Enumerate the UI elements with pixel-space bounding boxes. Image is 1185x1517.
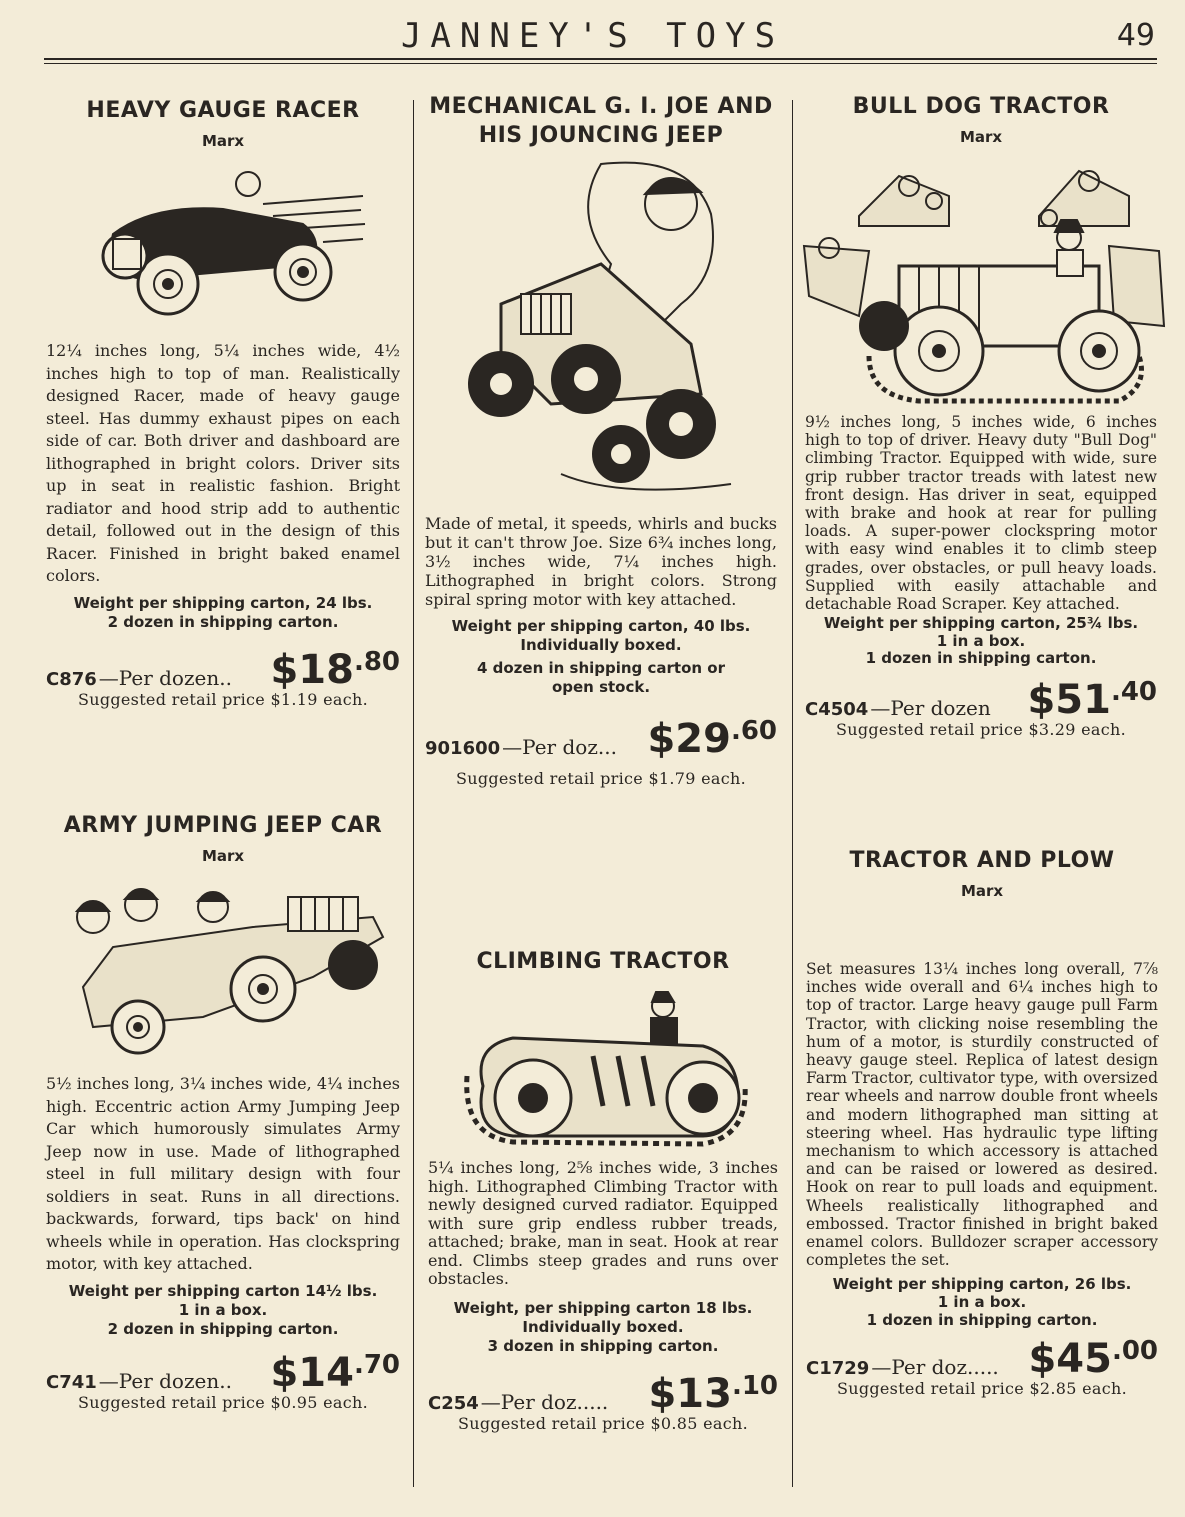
- price-row: [46, 642, 400, 693]
- shipping-info: [46, 594, 400, 632]
- product-climbing-tractor: [428, 947, 778, 1433]
- price-unit: —Per dozen..: [98, 1368, 232, 1393]
- price-row: [425, 711, 777, 762]
- product-code: C254: [428, 1392, 479, 1414]
- price-cents: .10: [731, 1370, 778, 1401]
- shipping-quantity: 2 dozen in shipping carton.: [107, 1319, 339, 1338]
- product-description: 9½ inches long, 5 inches wide, 6 inches high to top of driver. Heavy duty "Bull Dog" climbing Tractor. Equipped with wide, sure grip rubber tractor treads with latest new front design. Has driver in seat, equipped with brake and hook at rear for pulling loads. A super-power clockspring motor with easy wind enables it to climb steep grades, over obstacles, or pull heavy loads. Supplied with easily attachable and detachable Road Scraper. Key attached.: [805, 413, 1157, 614]
- price-unit: —Per doz...: [502, 735, 617, 759]
- shipping-quantity: 2 dozen in shipping carton.: [107, 612, 339, 631]
- shipping-weight: Weight per shipping carton 14½ lbs.: [68, 1281, 378, 1300]
- price-cents: .40: [1110, 676, 1157, 707]
- product-brand: Marx: [201, 132, 245, 150]
- price: [1028, 1331, 1158, 1383]
- shipping-weight: Weight per shipping carton, 25¾ lbs.: [823, 614, 1139, 633]
- climbing-tractor-illustration: [453, 986, 753, 1151]
- price: [270, 642, 400, 693]
- retail-price: Suggested retail price $3.29 each.: [835, 719, 1127, 739]
- jeep-soldiers-illustration: [53, 877, 393, 1067]
- price-row: [805, 672, 1157, 723]
- product-brand: Marx: [959, 128, 1003, 146]
- price-cents: .00: [1111, 1336, 1158, 1367]
- product-description: 5½ inches long, 3¼ inches wide, 4¼ inches high. Eccentric action Army Jumping Jeep Car which humorously simulates Army Jeep now in use. Made of lithographed steel in full military design with four soldiers in seat. Runs in all directions. backwards, forward, tips back' on hind wheels while in operation. Has clockspring motor, with key attached.: [46, 1074, 400, 1273]
- product-gi-joe-jeep: [425, 92, 777, 788]
- product-code: C741: [46, 1371, 97, 1393]
- shipping-stock: open stock.: [551, 678, 651, 696]
- price-row: [806, 1331, 1158, 1383]
- price-dollars: $51: [1027, 676, 1111, 723]
- shipping-quantity: 1 dozen in shipping carton.: [865, 649, 1097, 668]
- shipping-weight: Weight per shipping carton, 26 lbs.: [832, 1275, 1132, 1294]
- shipping-info: [806, 1275, 1158, 1329]
- shipping-packing: Individually boxed.: [520, 636, 682, 654]
- price-dollars: $18: [270, 646, 354, 693]
- product-title: BULL DOG TRACTOR: [852, 94, 1110, 119]
- shipping-weight: Weight per shipping carton, 40 lbs.: [451, 617, 751, 635]
- product-code: C4504: [805, 698, 869, 720]
- shipping-packing: 1 in a box.: [936, 631, 1026, 650]
- page-number: 49: [1116, 18, 1155, 53]
- price-cents: .80: [353, 646, 400, 677]
- retail-price: Suggested retail price $2.85 each.: [836, 1379, 1128, 1399]
- price-unit: —Per doz.....: [871, 1355, 999, 1380]
- racer-car-illustration: [73, 164, 373, 324]
- price: [270, 1345, 400, 1396]
- product-title: CLIMBING TRACTOR: [476, 949, 730, 974]
- price-dollars: $45: [1028, 1336, 1112, 1383]
- product-heavy-gauge-racer: [46, 96, 400, 709]
- price-unit: —Per dozen: [870, 695, 991, 720]
- product-tractor-and-plow: [806, 846, 1158, 1398]
- price-dollars: $13: [648, 1370, 732, 1417]
- product-title: ARMY JUMPING JEEP CAR: [63, 813, 383, 838]
- bull-dog-tractor-illustration: [799, 156, 1169, 411]
- page-title: JANNEY'S TOYS: [400, 16, 785, 56]
- product-army-jumping-jeep: [46, 811, 400, 1412]
- product-description: Set measures 13¼ inches long overall, 7⅞ inches wide overall and 6¼ inches high to top of tractor. Large heavy gauge pull Farm Tractor, with clicking noise resembling the hum of a motor, is sturdily constructed of heavy gauge steel. Replica of latest design Farm Tractor, cultivator type, with oversized rear wheels and narrow double front wheels and modern lithographed man sitting at steering wheel. Has hydraulic type lifting mechanism to which accessory is attached and can be raised or lowered as desired. Hook on rear to pull loads and equipment. Wheels realistically lithographed and embossed. Tractor finished in bright baked enamel colors. Bulldozer scraper accessory completes the set.: [806, 960, 1158, 1270]
- product-code: 901600: [425, 738, 501, 759]
- header-rule: [44, 58, 1157, 60]
- shipping-info: [428, 1299, 778, 1356]
- shipping-packing: 1 in a box.: [178, 1300, 268, 1319]
- price: [1027, 672, 1157, 723]
- shipping-info: [425, 617, 777, 697]
- price-cents: .70: [353, 1349, 400, 1380]
- shipping-info: [46, 1282, 400, 1339]
- retail-price: Suggested retail price $0.85 each.: [457, 1413, 749, 1433]
- shipping-packing: Individually boxed.: [522, 1317, 684, 1336]
- retail-price: Suggested retail price $1.79 each.: [455, 769, 747, 788]
- shipping-quantity: 4 dozen in shipping carton or: [476, 659, 726, 677]
- header-rule-thin: [44, 63, 1157, 64]
- shipping-weight: Weight per shipping carton, 24 lbs.: [73, 593, 373, 612]
- product-description: 12¼ inches long, 5¼ inches wide, 4½ inches high to top of man. Realistically designed Racer, made of heavy gauge steel. Has dummy exhaust pipes on each side of car. Both driver and dashboard are lithographed in bright colors. Driver sits up in seat in realistic fashion. Bright radiator and hood strip add to authentic detail, followed out in the design of this Racer. Finished in bright baked enamel colors.: [46, 341, 400, 585]
- price-row: [428, 1366, 778, 1417]
- shipping-info: [805, 615, 1157, 668]
- gi-joe-jeep-illustration: [461, 154, 741, 504]
- column-divider-1: [413, 100, 414, 1487]
- product-title: HEAVY GAUGE RACER: [86, 98, 360, 123]
- price-dollars: $14: [270, 1349, 354, 1396]
- product-code: C876: [46, 668, 97, 690]
- price-row: [46, 1345, 400, 1396]
- price-cents: .60: [730, 716, 777, 746]
- price-dollars: $29: [647, 716, 731, 762]
- product-bull-dog-tractor: [805, 92, 1157, 739]
- product-title: MECHANICAL G. I. JOE AND HIS JOUNCING JEEP: [429, 94, 773, 148]
- shipping-weight: Weight, per shipping carton 18 lbs.: [453, 1298, 753, 1317]
- price-unit: —Per doz.....: [480, 1389, 609, 1414]
- product-description: 5¼ inches long, 2⅝ inches wide, 3 inches high. Lithographed Climbing Tractor with newly designed curved radiator. Equipped with sure grip endless rubber treads, attached; brake, man in seat. Hook at rear end. Climbs steep grades and runs over obstacles.: [428, 1158, 778, 1288]
- price: [647, 711, 777, 762]
- product-brand: Marx: [201, 847, 245, 865]
- shipping-quantity: 3 dozen in shipping carton.: [487, 1336, 719, 1355]
- shipping-quantity: 1 dozen in shipping carton.: [866, 1311, 1098, 1330]
- price-unit: —Per dozen..: [98, 665, 232, 690]
- product-title: TRACTOR AND PLOW: [849, 848, 1115, 873]
- shipping-packing: 1 in a box.: [937, 1293, 1027, 1312]
- product-description: Made of metal, it speeds, whirls and bucks but it can't throw Joe. Size 6¾ inches long, 3½ inches wide, 7¼ inches high. Lithographed in bright colors. Strong spiral spring motor with key attached.: [425, 514, 777, 609]
- retail-price: Suggested retail price $0.95 each.: [77, 1392, 369, 1412]
- price: [648, 1366, 778, 1417]
- retail-price: Suggested retail price $1.19 each.: [77, 689, 369, 709]
- column-divider-2: [792, 100, 793, 1487]
- product-code: C1729: [806, 1358, 870, 1380]
- product-brand: Marx: [960, 882, 1004, 900]
